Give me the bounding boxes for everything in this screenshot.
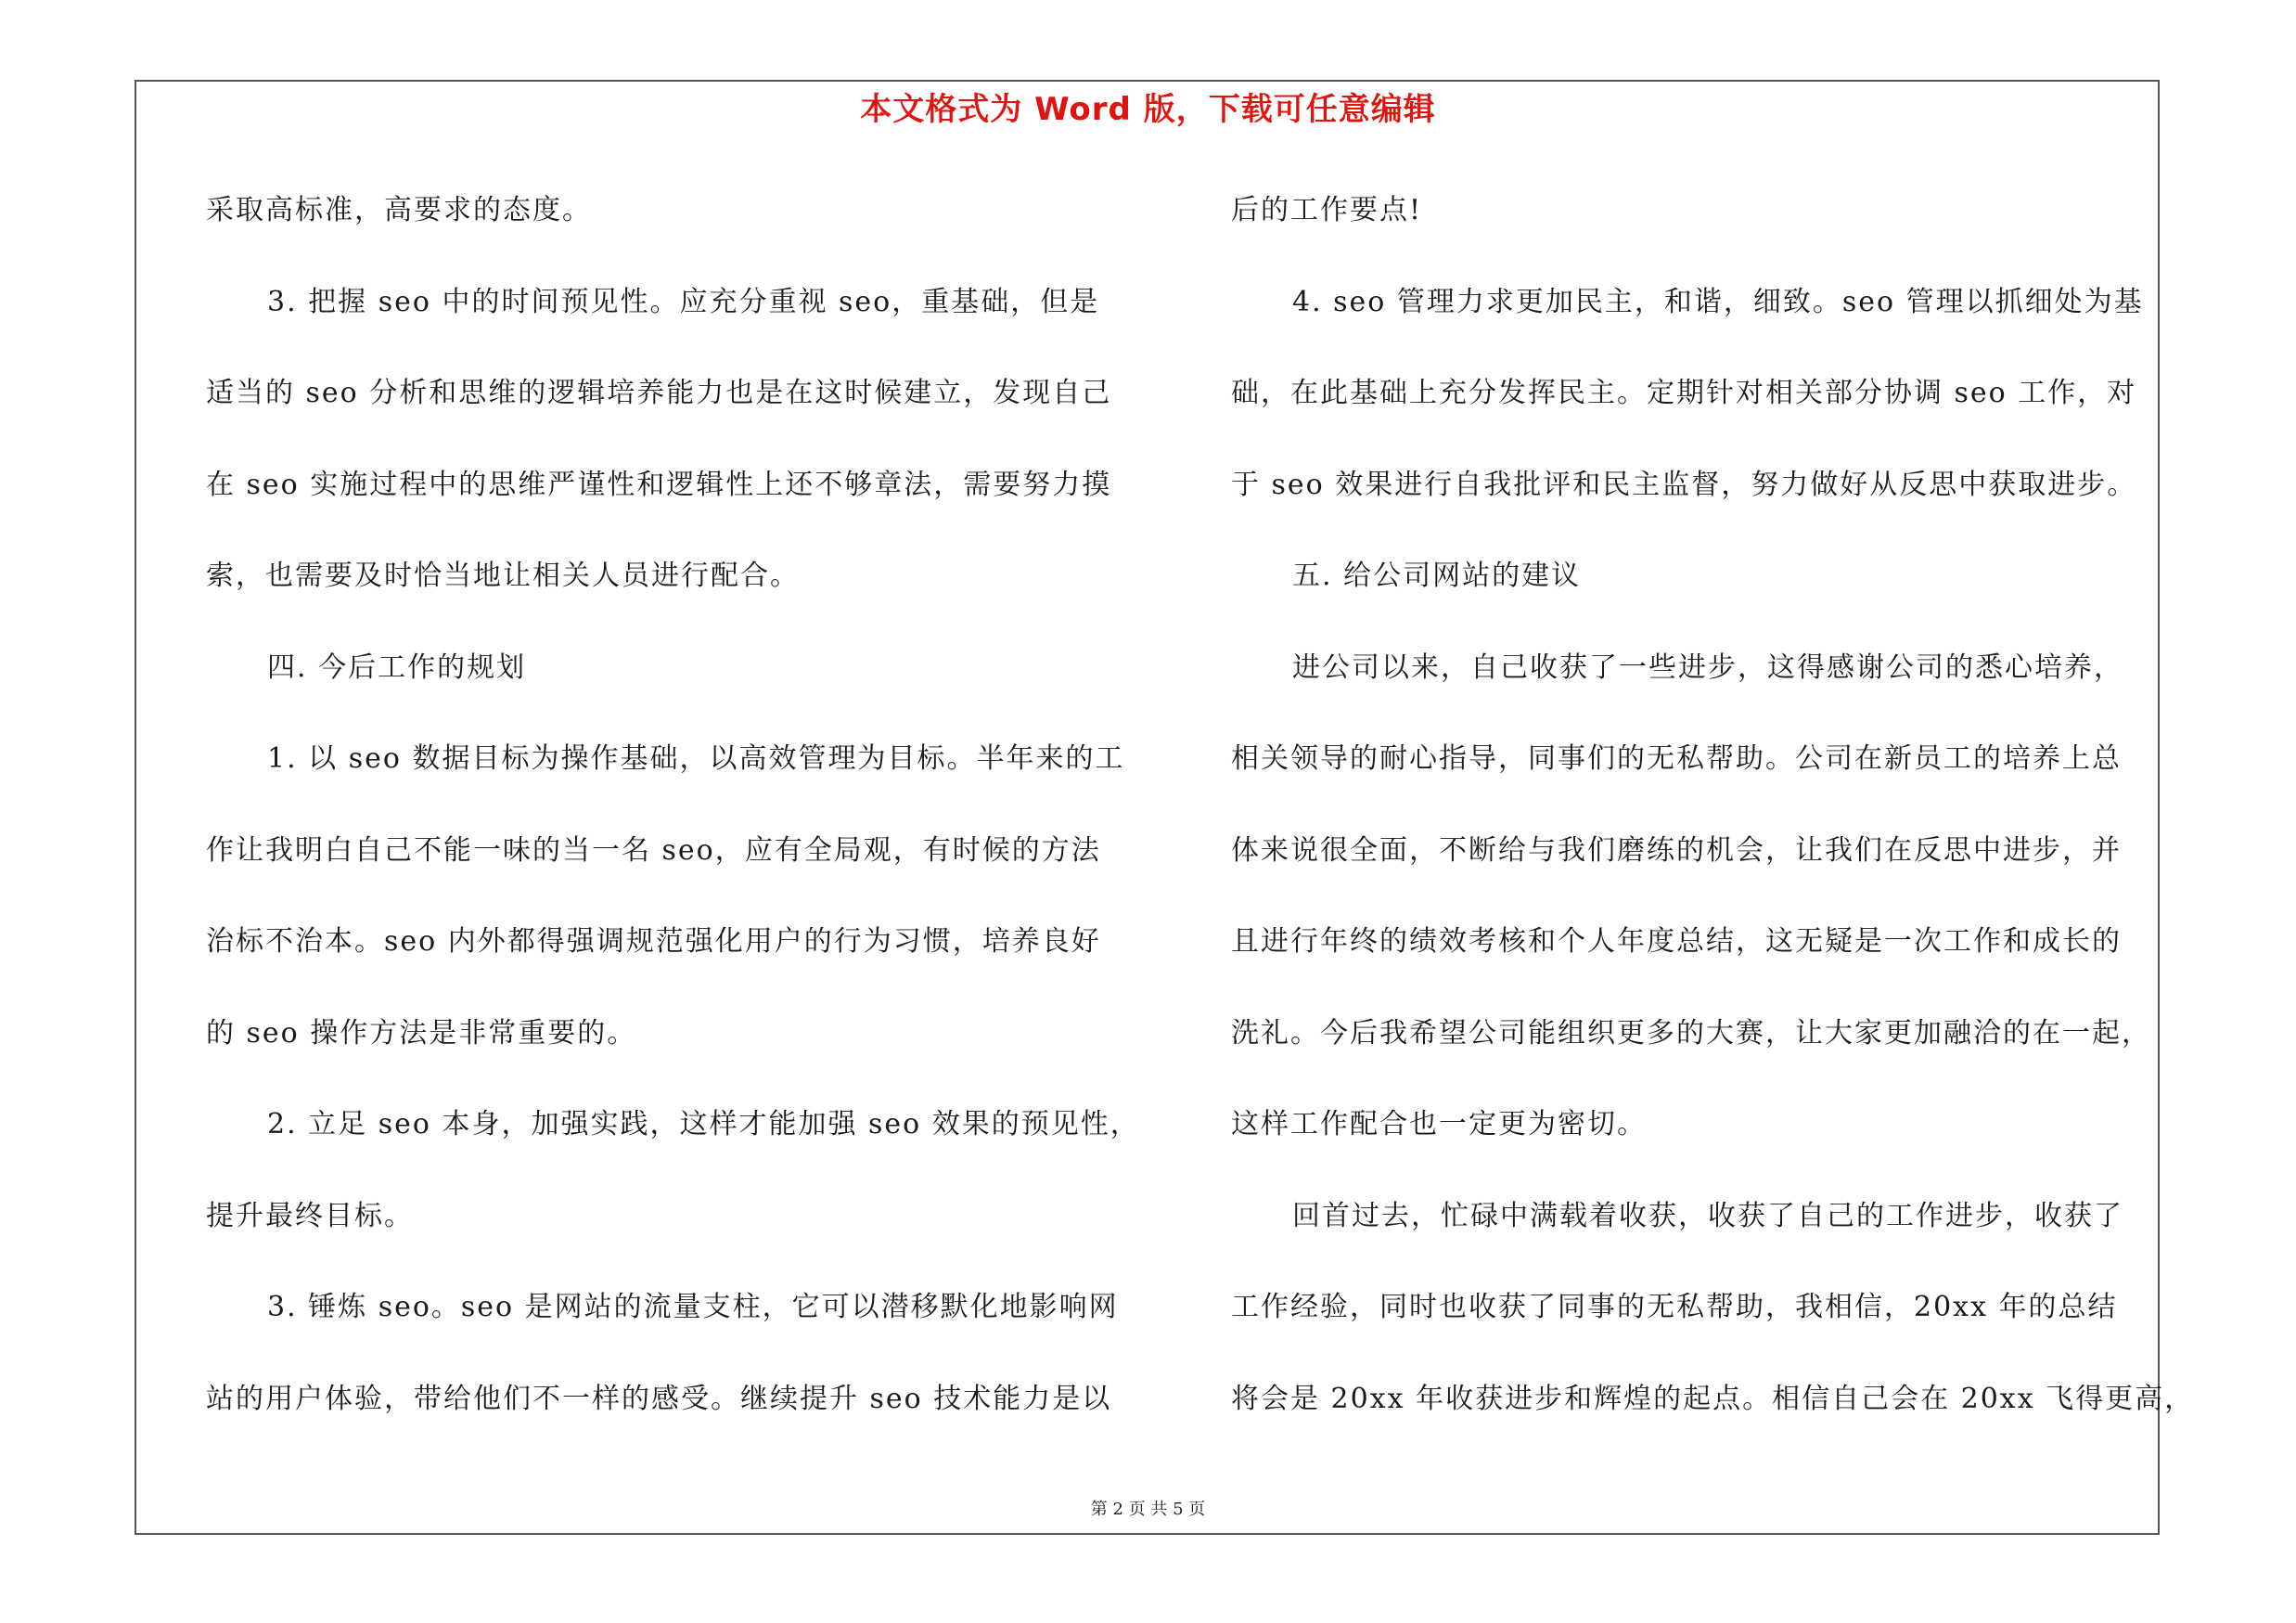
- left-column: [206, 184, 1143, 1463]
- section-heading: 五. 给公司网站的建议: [1292, 560, 1582, 592]
- text-line: 3. 把握 seo 中的时间预见性。应充分重视 seo，重基础，但是: [267, 285, 1100, 318]
- section-heading: 四. 今后工作的规划: [267, 650, 527, 684]
- text-line: 治标不治本。seo 内外都得强调规范强化用户的行为习惯，培养良好: [206, 925, 1101, 958]
- text-line: 4. seo 管理力求更加民主，和谐，细致。seo 管理以抓细处为基: [1292, 285, 2144, 318]
- text-line: 提升最终目标。: [206, 1199, 414, 1232]
- text-line: 回首过去，忙碌中满载着收获，收获了自己的工作进步，收获了: [1292, 1199, 2123, 1232]
- right-column: [1231, 184, 2195, 1463]
- text-line: 进公司以来，自己收获了一些进步，这得感谢公司的悉心培养，: [1292, 650, 2123, 684]
- text-line: 且进行年终的绩效考核和个人年度总结，这无疑是一次工作和成长的: [1231, 925, 2122, 958]
- text-line: 2. 立足 seo 本身，加强实践，这样才能加强 seo 效果的预见性，: [267, 1108, 1140, 1140]
- page-number-footer: 第 2 页 共 5 页: [1090, 1500, 1206, 1519]
- text-line: 体来说很全面，不断给与我们磨练的机会，让我们在反思中进步，并: [1231, 833, 2122, 867]
- text-line: 在 seo 实施过程中的思维严谨性和逻辑性上还不够章法，需要努力摸: [206, 468, 1112, 501]
- text-line: 于 seo 效果进行自我批评和民主监督，努力做好从反思中获取进步。: [1231, 468, 2137, 501]
- word-format-banner: 本文格式为 Word 版，下载可任意编辑: [860, 91, 1436, 128]
- text-line: 采取高标准，高要求的态度。: [206, 194, 592, 226]
- text-line: 的 seo 操作方法是非常重要的。: [206, 1016, 637, 1050]
- text-line: 洗礼。今后我希望公司能组织更多的大赛，让大家更加融洽的在一起，: [1231, 1016, 2151, 1050]
- text-line: 1. 以 seo 数据目标为操作基础，以高效管理为目标。半年来的工: [267, 742, 1125, 775]
- text-line: 将会是 20xx 年收获进步和辉煌的起点。相信自己会在 20xx 飞得更高，: [1231, 1382, 2195, 1415]
- text-line: 索，也需要及时恰当地让相关人员进行配合。: [206, 560, 800, 592]
- text-line: 这样工作配合也一定更为密切。: [1231, 1108, 1647, 1140]
- text-line: 适当的 seo 分析和思维的逻辑培养能力也是在这时候建立，发现自己: [206, 377, 1112, 409]
- text-line: 作让我明白自己不能一味的当一名 seo，应有全局观，有时候的方法: [206, 833, 1101, 867]
- text-line: 础，在此基础上充分发挥民主。定期针对相关部分协调 seo 工作，对: [1231, 377, 2137, 409]
- text-line: 3. 锤炼 seo。seo 是网站的流量支柱，它可以潜移默化地影响网: [267, 1291, 1119, 1323]
- text-line: 站的用户体验，带给他们不一样的感受。继续提升 seo 技术能力是以: [206, 1382, 1112, 1415]
- text-line: 相关领导的耐心指导，同事们的无私帮助。公司在新员工的培养上总: [1231, 742, 2122, 775]
- text-line: 工作经验，同时也收获了同事的无私帮助，我相信，20xx 年的总结: [1231, 1291, 2118, 1323]
- text-line: 后的工作要点!: [1231, 194, 1423, 226]
